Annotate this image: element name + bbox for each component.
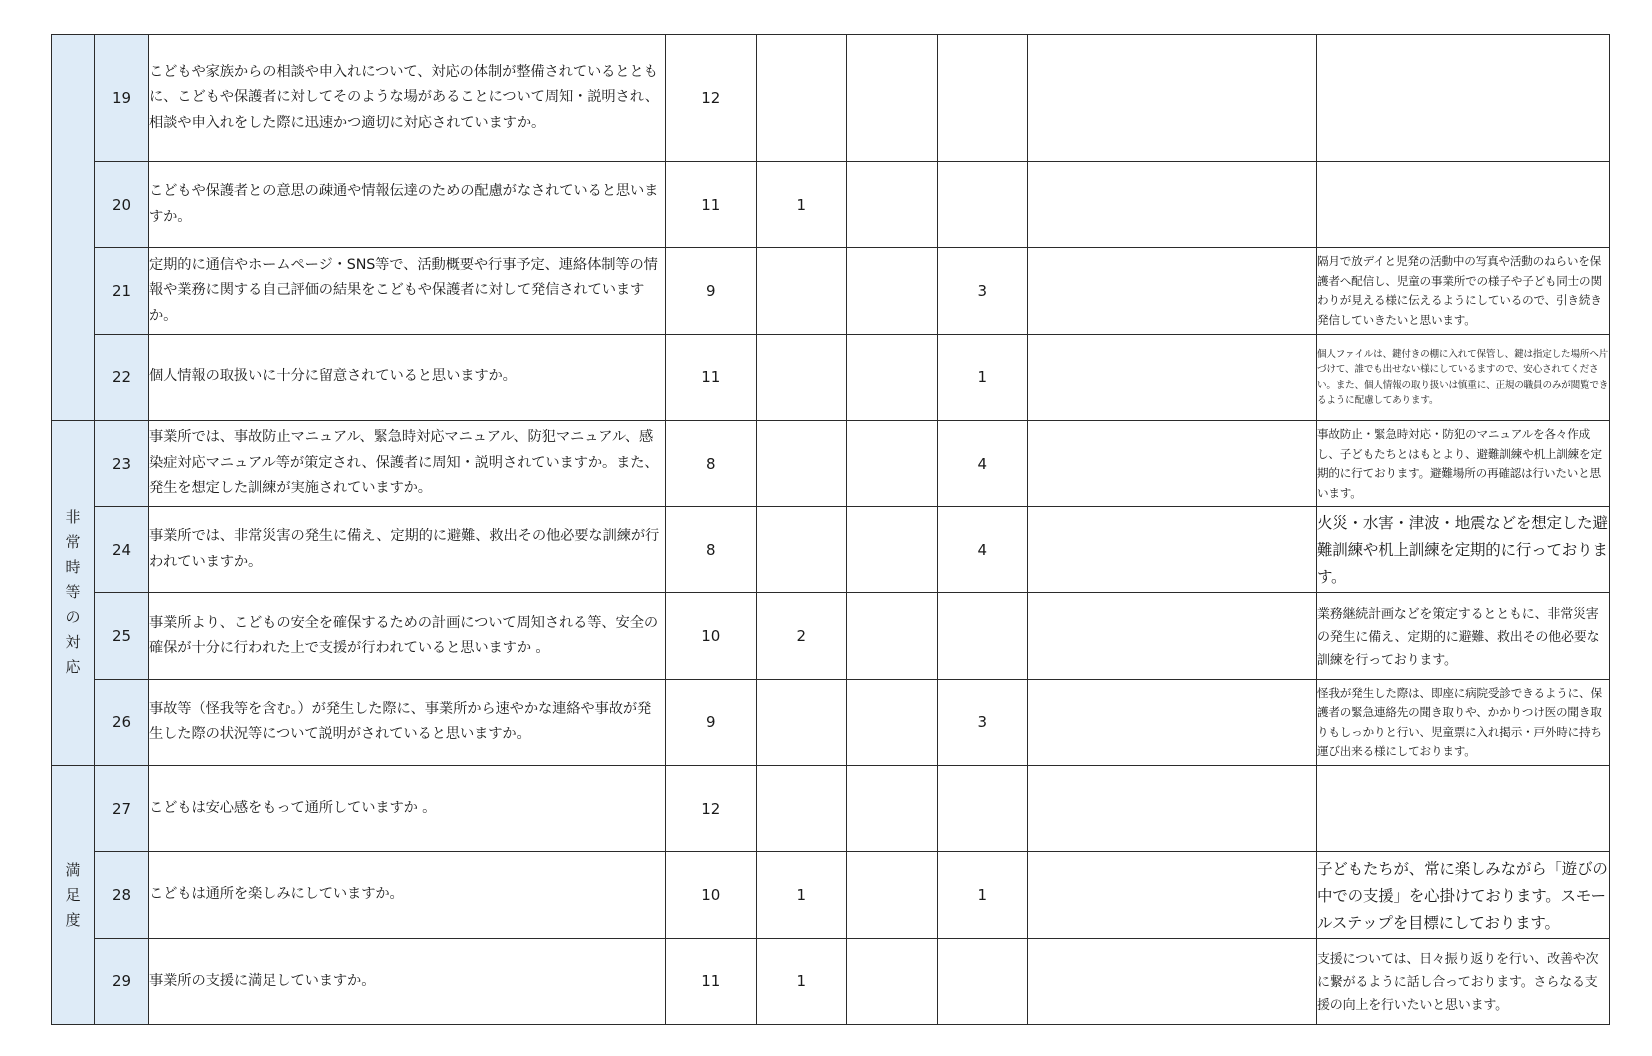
count-col-1: 12: [666, 766, 757, 852]
comment-cell: 隔月で放デイと児発の活動中の写真や活動のねらいを保護者へ配信し、児童の事業所での様子や子ども同士の関わりが見える様に伝えるようにしているので、引き続き発信していきたいと思います。: [1317, 248, 1610, 334]
notes-cell: [1028, 420, 1317, 506]
count-col-4: [937, 593, 1028, 679]
question-text: 定期的に通信やホームページ・SNS等で、活動概要や行事予定、連絡体制等の情報や業務に関する自己評価の結果をこどもや保護者に対して発信されていますか。: [149, 248, 666, 334]
table-row: [52, 248, 1610, 334]
count-col-4: [937, 938, 1028, 1024]
comment-cell: [1317, 162, 1610, 248]
count-col-1: 9: [666, 679, 757, 765]
count-col-1: 12: [666, 35, 757, 162]
notes-cell: [1028, 334, 1317, 420]
row-number: 29: [95, 938, 149, 1024]
row-number: 19: [95, 35, 149, 162]
count-col-4: 4: [937, 507, 1028, 593]
notes-cell: [1028, 852, 1317, 938]
count-col-4: [937, 766, 1028, 852]
question-text: 事業所では、非常災害の発生に備え、定期的に避難、救出その他必要な訓練が行われていますか。: [149, 507, 666, 593]
count-col-2: [756, 679, 847, 765]
notes-cell: [1028, 35, 1317, 162]
count-col-2: [756, 420, 847, 506]
table-row: [52, 852, 1610, 938]
category-cell-emergency: 非常時等の対応: [52, 420, 95, 765]
table-row: [52, 162, 1610, 248]
question-text: こどもは通所を楽しみにしていますか。: [149, 852, 666, 938]
count-col-2: 1: [756, 852, 847, 938]
comment-cell: 業務継続計画などを策定するとともに、非常災害の発生に備え、定期的に避難、救出その他必要な訓練を行っております。: [1317, 593, 1610, 679]
question-text: こどもや家族からの相談や申入れについて、対応の体制が整備されているとともに、こどもや保護者に対してそのような場があることについて周知・説明され、相談や申入れをした際に迅速かつ適切に対応されていますか。: [149, 35, 666, 162]
question-text: 事業所では、事故防止マニュアル、緊急時対応マニュアル、防犯マニュアル、感染症対応マニュアル等が策定され、保護者に周知・説明されていますか。また、発生を想定した訓練が実施されていますか。: [149, 420, 666, 506]
count-col-3: [847, 679, 938, 765]
count-col-3: [847, 248, 938, 334]
count-col-3: [847, 420, 938, 506]
table-row: [52, 766, 1610, 852]
question-text: 事故等（怪我等を含む。）が発生した際に、事業所から速やかな連絡や事故が発生した際の状況等について説明がされていると思いますか。: [149, 679, 666, 765]
row-number: 25: [95, 593, 149, 679]
count-col-4: 4: [937, 420, 1028, 506]
count-col-1: 11: [666, 162, 757, 248]
row-number: 20: [95, 162, 149, 248]
row-number: 23: [95, 420, 149, 506]
comment-cell: 支援については、日々振り返りを行い、改善や次に繋がるように話し合っております。さらなる支援の向上を行いたいと思います。: [1317, 938, 1610, 1024]
survey-table: [51, 34, 1610, 1025]
count-col-2: [756, 507, 847, 593]
count-col-3: [847, 35, 938, 162]
count-col-4: 3: [937, 248, 1028, 334]
count-col-3: [847, 162, 938, 248]
category-cell-satisfaction: 満足度: [52, 766, 95, 1025]
notes-cell: [1028, 766, 1317, 852]
count-col-2: 1: [756, 162, 847, 248]
question-text: 個人情報の取扱いに十分に留意されていると思いますか。: [149, 334, 666, 420]
count-col-1: 11: [666, 938, 757, 1024]
table-row: [52, 593, 1610, 679]
notes-cell: [1028, 593, 1317, 679]
comment-cell: 子どもたちが、常に楽しみながら「遊びの中での支援」を心掛けております。スモールステップを目標にしております。: [1317, 852, 1610, 938]
comment-cell: [1317, 766, 1610, 852]
notes-cell: [1028, 162, 1317, 248]
count-col-3: [847, 593, 938, 679]
count-col-3: [847, 507, 938, 593]
count-col-2: [756, 248, 847, 334]
count-col-2: 1: [756, 938, 847, 1024]
row-number: 24: [95, 507, 149, 593]
category-cell-continued: [52, 35, 95, 421]
table-row: [52, 420, 1610, 506]
count-col-3: [847, 938, 938, 1024]
table-row: [52, 35, 1610, 162]
row-number: 22: [95, 334, 149, 420]
table-row: [52, 679, 1610, 765]
count-col-1: 8: [666, 507, 757, 593]
comment-cell: [1317, 35, 1610, 162]
count-col-4: 1: [937, 852, 1028, 938]
count-col-4: [937, 162, 1028, 248]
count-col-3: [847, 766, 938, 852]
count-col-1: 8: [666, 420, 757, 506]
count-col-2: [756, 766, 847, 852]
notes-cell: [1028, 679, 1317, 765]
count-col-2: [756, 35, 847, 162]
row-number: 21: [95, 248, 149, 334]
count-col-4: 1: [937, 334, 1028, 420]
count-col-1: 10: [666, 593, 757, 679]
count-col-1: 11: [666, 334, 757, 420]
table-row: [52, 507, 1610, 593]
comment-cell: 個人ファイルは、鍵付きの棚に入れて保管し、鍵は指定した場所へ片づけて、誰でも出せない様にしているますので、安心されてください。また、個人情報の取り扱いは慎重に、正規の職員のみが閲覧できるように配慮してあります。: [1317, 334, 1610, 420]
comment-cell: 火災・水害・津波・地震などを想定した避難訓練や机上訓練を定期的に行っております。: [1317, 507, 1610, 593]
count-col-2: [756, 334, 847, 420]
count-col-1: 9: [666, 248, 757, 334]
count-col-1: 10: [666, 852, 757, 938]
question-text: こどもは安心感をもって通所していますか 。: [149, 766, 666, 852]
question-text: 事業所の支援に満足していますか。: [149, 938, 666, 1024]
count-col-4: 3: [937, 679, 1028, 765]
table-row: [52, 334, 1610, 420]
table-row: [52, 938, 1610, 1024]
count-col-3: [847, 852, 938, 938]
notes-cell: [1028, 938, 1317, 1024]
question-text: こどもや保護者との意思の疎通や情報伝達のための配慮がなされていると思いますか。: [149, 162, 666, 248]
comment-cell: 事故防止・緊急時対応・防犯のマニュアルを各々作成し、子どもたちとはもとより、避難訓練や机上訓練を定期的に行ております。避難場所の再確認は行いたいと思います。: [1317, 420, 1610, 506]
notes-cell: [1028, 248, 1317, 334]
count-col-2: 2: [756, 593, 847, 679]
comment-cell: 怪我が発生した際は、即座に病院受診できるように、保護者の緊急連絡先の聞き取りや、かかりつけ医の聞き取りもしっかりと行い、児童票に入れ掲示・戸外時に持ち運び出来る様にしております。: [1317, 679, 1610, 765]
notes-cell: [1028, 507, 1317, 593]
row-number: 27: [95, 766, 149, 852]
count-col-3: [847, 334, 938, 420]
row-number: 26: [95, 679, 149, 765]
count-col-4: [937, 35, 1028, 162]
row-number: 28: [95, 852, 149, 938]
question-text: 事業所より、こどもの安全を確保するための計画について周知される等、安全の確保が十分に行われた上で支援が行われていると思いますか 。: [149, 593, 666, 679]
